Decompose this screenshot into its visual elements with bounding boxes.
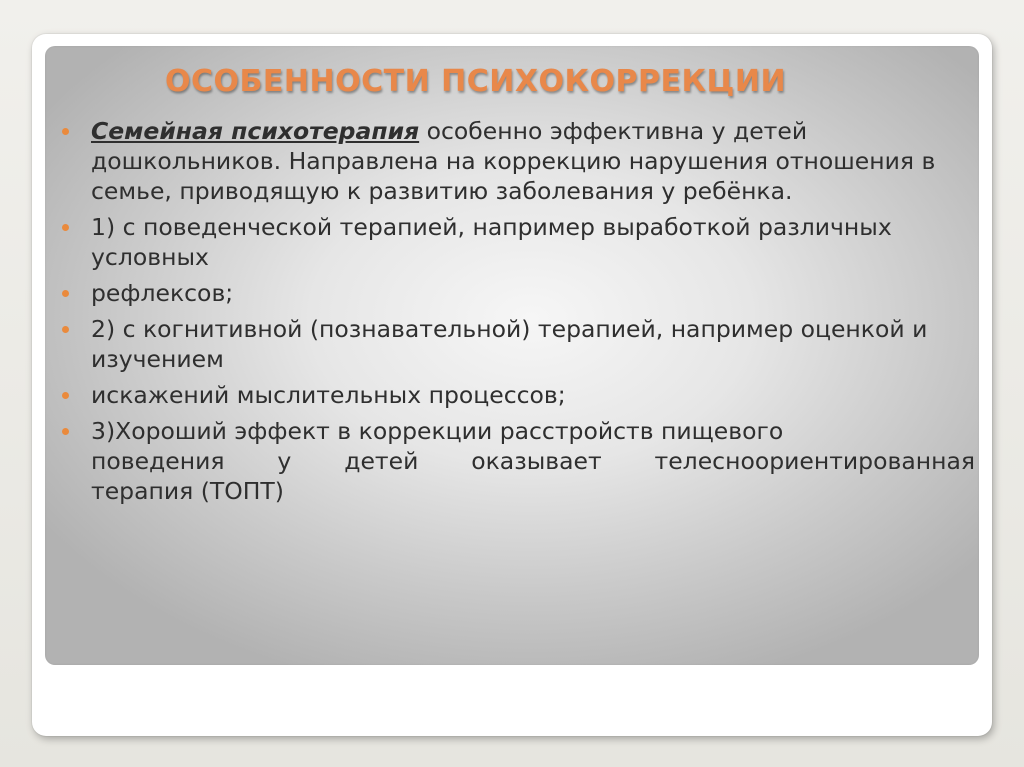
bullet-body-oriented-therapy — [60, 416, 975, 506]
bullet-dot-icon — [62, 428, 69, 435]
bullet-text: рефлексов; — [91, 279, 234, 307]
bullet-dot-icon — [62, 128, 69, 135]
bullet-reflexes — [60, 278, 975, 308]
bullet-family-therapy — [60, 116, 975, 206]
bullet-list — [60, 116, 975, 512]
bullet-text-line: 3)Хороший эффект в коррекции расстройств пищевого — [91, 417, 784, 445]
bullet-thinking-distortions — [60, 380, 975, 410]
bullet-term: Семейная психотерапия — [91, 117, 420, 145]
bullet-text: искажений мыслительных процессов; — [91, 381, 566, 409]
bullet-text-line: поведения у детей оказывает телесноориентированная — [91, 447, 975, 475]
bullet-dot-icon — [62, 326, 69, 333]
bullet-text: 1) с поведенческой терапией, например выработкой различных условных — [91, 213, 892, 271]
bullet-text: 2) с когнитивной (познавательной) терапией, например оценкой и изучением — [91, 315, 928, 373]
bullet-behavioral-therapy — [60, 212, 975, 272]
bullet-text: особенно эффективна у детей дошкольников. Направлена на коррекцию нарушения отношения в семье, приводящую к развитию заболевания у ребёнка. — [91, 117, 936, 205]
bullet-dot-icon — [62, 392, 69, 399]
bullet-dot-icon — [62, 290, 69, 297]
slide-title: ОСОБЕННОСТИ ПСИХОКОРРЕКЦИИ — [165, 64, 787, 99]
bullet-text-line: терапия (ТОПТ) — [91, 477, 284, 505]
bullet-dot-icon — [62, 224, 69, 231]
bullet-cognitive-therapy — [60, 314, 975, 374]
